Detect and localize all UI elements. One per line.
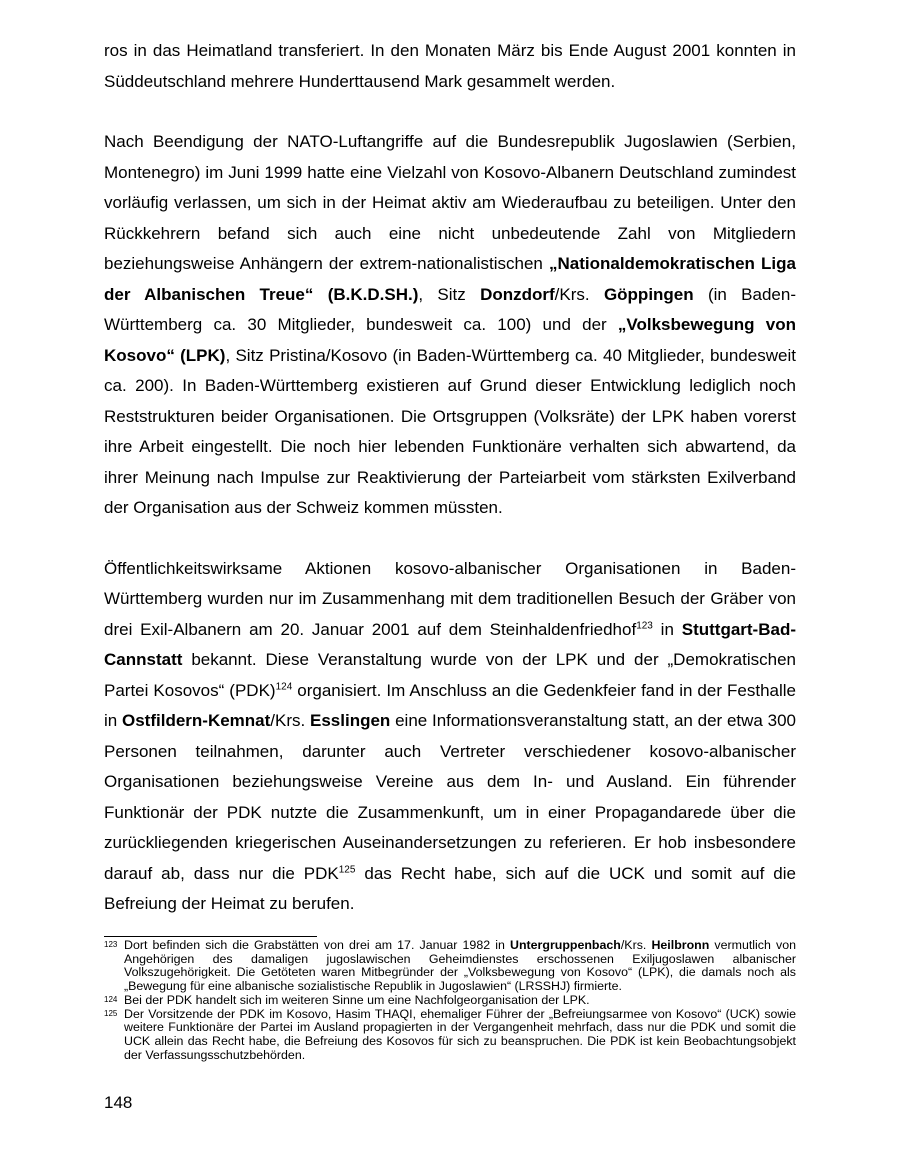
footnote-ref-124: 124 xyxy=(275,680,293,692)
footnote-text-part: /Krs. xyxy=(620,938,652,952)
footnote-separator xyxy=(104,936,317,937)
footnote-number: 124 xyxy=(104,994,118,1004)
place-stuttgart-bad-cannstatt: Stuttgart-Bad-Cannstatt xyxy=(104,619,796,669)
place-untergruppenbach: Untergruppenbach xyxy=(510,938,621,952)
paragraph-3-text: /Krs. xyxy=(270,711,311,730)
footnote-125 xyxy=(104,1008,796,1063)
place-esslingen: Esslingen xyxy=(310,711,391,730)
paragraph-2-text: /Krs. xyxy=(554,284,604,304)
page-number: 148 xyxy=(104,1093,133,1112)
paragraph-3-text: Öffentlichkeitswirksame Aktionen kosovo-albanischer Organisationen in Baden-Württemberg wurden nur im Zusammenhang mit dem traditionellen Besuch der Gräber von drei Exil-Albanern am 20. Januar 2001 auf dem Steinhaldenfriedhof xyxy=(104,558,796,639)
footnote-text-part: Dort befinden sich die Grabstätten von drei am 17. Januar 1982 in xyxy=(124,938,511,952)
footnote-text: Der Vorsitzende der PDK im Kosovo, Hasim THAQI, ehemaliger Führer der „Befreiungsarmee von Kosovo“ (UCK) sowie weitere Funktionäre der Partei im Ausland propagierten in der Vergangenheit mehrfach, dass nur die PDK und somit die UCK allein das Recht habe, die Befreiung des Kosovos für sich zu beanspruchen. Die PDK ist kein Beobachtungsobjekt der Verfassungsschutzbehörden. xyxy=(124,1006,796,1062)
paragraph-3-text: eine Informationsveranstaltung statt, an der etwa 300 Personen teilnahmen, darunter auch Vertreter verschiedener kosovo-albanischer Organisationen beziehungsweise Vereine aus dem In- und Ausland. Ein führender Funktionär der PDK nutzte die Zusammenkunft, um in einer Propagandarede über die zurückliegenden kriegerischen Auseinandersetzungen zu referieren. Er hob insbesondere darauf ab, dass nur die PDK xyxy=(104,711,796,883)
paragraph-2-text: (in Baden-Württemberg ca. 30 Mitglieder, bundesweit ca. 100) und der xyxy=(104,284,796,334)
paragraph-1 xyxy=(104,36,796,97)
footnote-ref-125: 125 xyxy=(338,863,356,875)
place-ostfildern-kemnat: Ostfildern-Kemnat xyxy=(122,711,271,730)
paragraph-3-text: in xyxy=(652,619,682,639)
footnote-text: Bei der PDK handelt sich im weiteren Sinne um eine Nachfolgeorganisation der LPK. xyxy=(124,992,590,1007)
footnotes xyxy=(104,939,796,1062)
org-name-lpk: „Volksbewegung von Kosovo“ (LPK) xyxy=(104,315,797,365)
footnote-123 xyxy=(104,939,796,994)
org-name-bkdsh: „Nationaldemokratischen Liga der Albanischen Treue“ (B.K.D.SH.) xyxy=(104,254,796,304)
paragraph-3-text: organisiert. Im Anschluss an die Gedenkfeier fand in der Festhalle in xyxy=(104,680,796,730)
paragraph-1-text: ros in das Heimatland transferiert. In den Monaten März bis Ende August 2001 konnten in Süddeutschland mehrere Hunderttausend Mark gesammelt werden. xyxy=(104,41,796,91)
place-heilbronn: Heilbronn xyxy=(651,938,710,952)
footnote-text-part: vermutlich von Angehörigen des damaligen jugoslawischen Geheimdienstes erschossenen Exiljugoslawen albanischer Volkszugehörigkeit. Die Getöteten waren Mitbegründer der „Volksbewegung von Kosovo“ (LPK), die damals noch als „Bewegung für eine albanische sozialistische Republik in Jugoslawien“ (LRSSHJ) firmierte. xyxy=(124,938,796,994)
paragraph-2-text: , Sitz xyxy=(418,284,481,304)
place-goeppingen: Göppingen xyxy=(603,284,694,304)
footnote-ref-123: 123 xyxy=(636,619,653,631)
paragraph-3-text: bekannt. Diese Veranstaltung wurde von der LPK und der „Demokratischen Partei Kosovos“ (PDK) xyxy=(104,650,796,700)
footnote-number: 125 xyxy=(104,1008,118,1018)
paragraph-2-text: Nach Beendigung der NATO-Luftangriffe auf die Bundesrepublik Jugoslawien (Serbien, Montenegro) im Juni 1999 hatte eine Vielzahl von Kosovo-Albanern Deutschland zumindest vorläufig verlassen, um sich in der Heimat aktiv am Wiederaufbau zu beteiligen. Unter den Rückkehrern befand sich auch eine nicht unbedeutende Zahl von Mitgliedern beziehungsweise Anhängern der extrem-nationalistischen xyxy=(104,132,796,273)
footnote-text xyxy=(124,939,796,994)
paragraph-2 xyxy=(104,127,796,524)
place-donzdorf: Donzdorf xyxy=(480,284,555,304)
paragraph-3-text: das Recht habe, sich auf die UCK und somit auf die Befreiung der Heimat zu berufen. xyxy=(104,863,796,913)
paragraph-2-text: , Sitz Pristina/Kosovo (in Baden-Württemberg ca. 40 Mitglieder, bundesweit ca. 200). In Baden-Württemberg existieren auf Grund dieser Entwicklung lediglich noch Reststrukturen beider Organisationen. Die Ortsgruppen (Volksräte) der LPK haben vorerst ihre Arbeit eingestellt. Die noch hier lebenden Funktionäre verhalten sich abwartend, da ihrer Meinung nach Impulse zur Reaktivierung der Parteiarbeit vom stärksten Exilverband der Organisation aus der Schweiz kommen müssten. xyxy=(104,345,796,517)
paragraph-3 xyxy=(104,554,796,920)
footnote-124 xyxy=(104,994,796,1008)
body-text xyxy=(104,36,796,920)
footnote-number: 123 xyxy=(104,940,118,949)
